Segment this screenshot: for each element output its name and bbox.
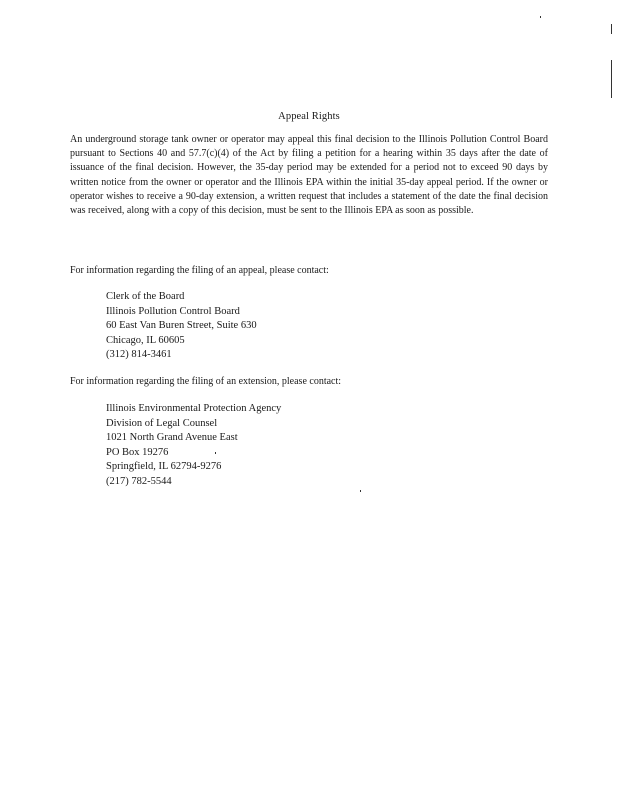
scan-artifact xyxy=(540,16,541,18)
address-line: Illinois Pollution Control Board xyxy=(106,305,240,317)
scan-artifact xyxy=(215,452,216,454)
document-title: Appeal Rights xyxy=(278,111,340,122)
address-line: Illinois Environmental Protection Agency xyxy=(106,403,282,414)
address-line: Clerk of the Board xyxy=(106,291,185,302)
address-line: Chicago, IL 60605 xyxy=(106,334,185,346)
address-line: (217) 782-5544 xyxy=(106,475,172,487)
address-line: 60 East Van Buren Street, Suite 630 xyxy=(106,320,257,332)
extension-contact-intro: For information regarding the filing of an extension, please contact: xyxy=(70,376,342,387)
pollution-board-address-block xyxy=(106,290,257,363)
scan-artifact xyxy=(611,24,612,34)
address-line: (312) 814-3461 xyxy=(106,349,172,361)
address-line: PO Box 19276 xyxy=(106,446,169,458)
scan-artifact xyxy=(360,490,361,492)
epa-address-block xyxy=(106,402,281,490)
appeal-contact-intro: For information regarding the filing of an appeal, please contact: xyxy=(70,265,329,276)
address-line: Springfield, IL 62794-9276 xyxy=(106,461,222,473)
address-line: 1021 North Grand Avenue East xyxy=(106,432,238,444)
scan-artifact xyxy=(611,60,612,98)
address-line: Division of Legal Counsel xyxy=(106,417,218,429)
appeal-rights-paragraph: An underground storage tank owner or operator may appeal this final decision to the Illinois Pollution Control Board pursuant to Sections 40 and 57.7(c)(4) of the Act by filing a petition for a hearing within 35 days after the date of issuance of the final decision. However, the 35-day period may be extended for a period not to exceed 90 days by written notice from the owner or operator and the Illinois EPA within the initial 35-day appeal period. If the owner or operator wishes to receive a 90-day extension, a written request that includes a statement of the date the final decision was received, along with a copy of this decision, must be sent to the Illinois EPA as soon as possible. xyxy=(70,134,548,217)
